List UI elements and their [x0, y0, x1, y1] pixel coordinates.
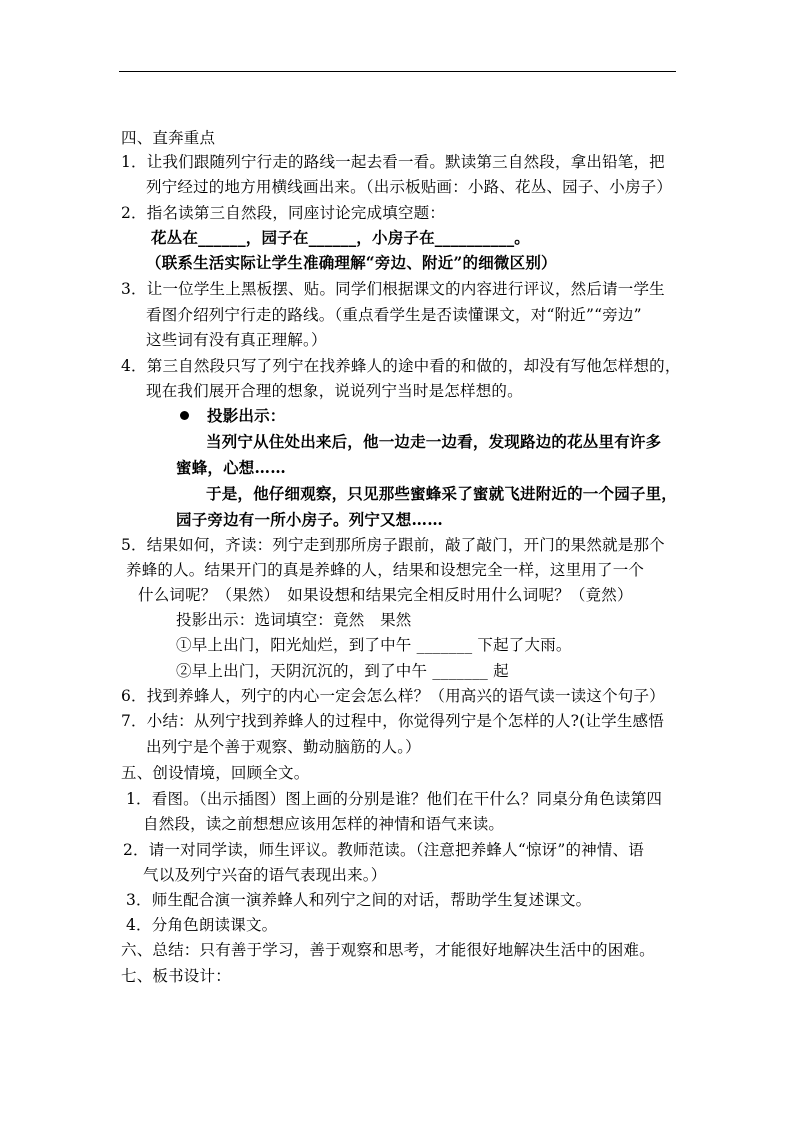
fill-blank-exercise: 花丛在______，园子在______，小房子在__________。	[151, 228, 531, 247]
item-5-choice-1: ①早上出门，阳光灿烂，到了中午 _______ 下起了大雨。	[176, 636, 572, 654]
section-6-summary: 六、总结：只有善于学习，善于观察和思考，才能很好地解决生活中的困难。	[121, 941, 655, 959]
item-6: 6．找到养蜂人，列宁的内心一定会怎么样？（用高兴的语气读一读这个句子）	[121, 687, 665, 705]
section-5-heading: 五、创设情境，回顾全文。	[121, 764, 310, 782]
item-5-line-1: 5．结果如何，齐读：列宁走到那所房子跟前，敲了敲门，开门的果然就是那个	[121, 536, 665, 554]
s5-item-4: 4．分角色朗读课文。	[126, 916, 278, 934]
projection-heading	[180, 406, 286, 426]
section-4-heading: 四、直奔重点	[121, 129, 216, 147]
projection-text-3: 于是，他仔细观察，只见那些蜜蜂采了蜜就飞进附近的一个园子里，	[206, 484, 678, 503]
item-4-line-1: 4．第三自然段只写了列宁在找养蜂人的途中看的和做的，却没有写他怎样想的，	[121, 357, 681, 375]
projection-label: 投影出示：	[207, 406, 286, 425]
item-7-line-1: 7．小结：从列宁找到养蜂人的过程中，你觉得列宁是个怎样的人?(让学生感悟	[121, 712, 664, 730]
item-5-line-3: 什么词呢？（果然） 如果设想和结果完全相反时用什么词呢？（竟然）	[138, 586, 633, 604]
s5-item-2-line-2: 气以及列宁兴奋的语气表现出来。）	[143, 866, 387, 884]
item-7-line-2: 出列宁是个善于观察、勤动脑筋的人。）	[146, 738, 421, 756]
item-3-line-1: 3．让一位学生上黑板摆、贴。同学们根据课文的内容进行评议，然后请一学生	[121, 280, 665, 298]
item-5-line-2: 养蜂的人。结果开门的真是养蜂的人，结果和设想完全一样，这里用了一个	[126, 561, 645, 579]
section-7-heading: 七、板书设计：	[121, 967, 231, 985]
item-3-line-2: 看图介绍列宁行走的路线。（重点看学生是否读懂课文，对“附近”“旁边”	[146, 306, 642, 324]
s5-item-1-line-2: 自然段，读之前想想应该用怎样的神情和语气来读。	[143, 815, 505, 833]
s5-item-2-line-1: 2．请一对同学读，师生评议。教师范读。（注意把养蜂人“惊讶”的神情、语	[123, 841, 644, 859]
header-rule	[119, 71, 676, 72]
s5-item-3: 3．师生配合演一演养蜂人和列宁之间的对话，帮助学生复述课文。	[126, 891, 592, 909]
projection-text-4: 园子旁边有一所小房子。列宁又想……	[176, 510, 443, 529]
item-2-note: （联系生活实际让学生准确理解“旁边、附近”的细微区别）	[146, 253, 557, 272]
item-1-line-2: 列宁经过的地方用横线画出来。（出示板贴画：小路、花丛、园子、小房子）	[146, 178, 673, 196]
item-3-line-3: 这些词有没有真正理解。）	[146, 331, 327, 349]
projection-text-1: 当列宁从住处出来后，他一边走一边看，发现路边的花丛里有许多	[206, 432, 662, 451]
item-5-projection: 投影出示：选词填空：竟然 果然	[176, 611, 412, 629]
item-1-line-1: 1．让我们跟随列宁行走的路线一起去看一看。默读第三自然段，拿出铅笔，把	[121, 153, 665, 171]
item-4-line-2: 现在我们展开合理的想象，说说列宁当时是怎样想的。	[146, 382, 523, 400]
item-5-choice-2: ②早上出门，天阴沉沉的，到了中午 _______ 起	[176, 662, 509, 680]
item-2-line-1: 2．指名读第三自然段，同座讨论完成填空题：	[121, 204, 446, 222]
bullet-icon	[180, 411, 189, 420]
s5-item-1-line-1: 1．看图。（出示插图）图上画的分别是谁？他们在干什么？同桌分角色读第四	[126, 790, 663, 808]
projection-text-2: 蜜蜂，心想……	[176, 458, 286, 477]
